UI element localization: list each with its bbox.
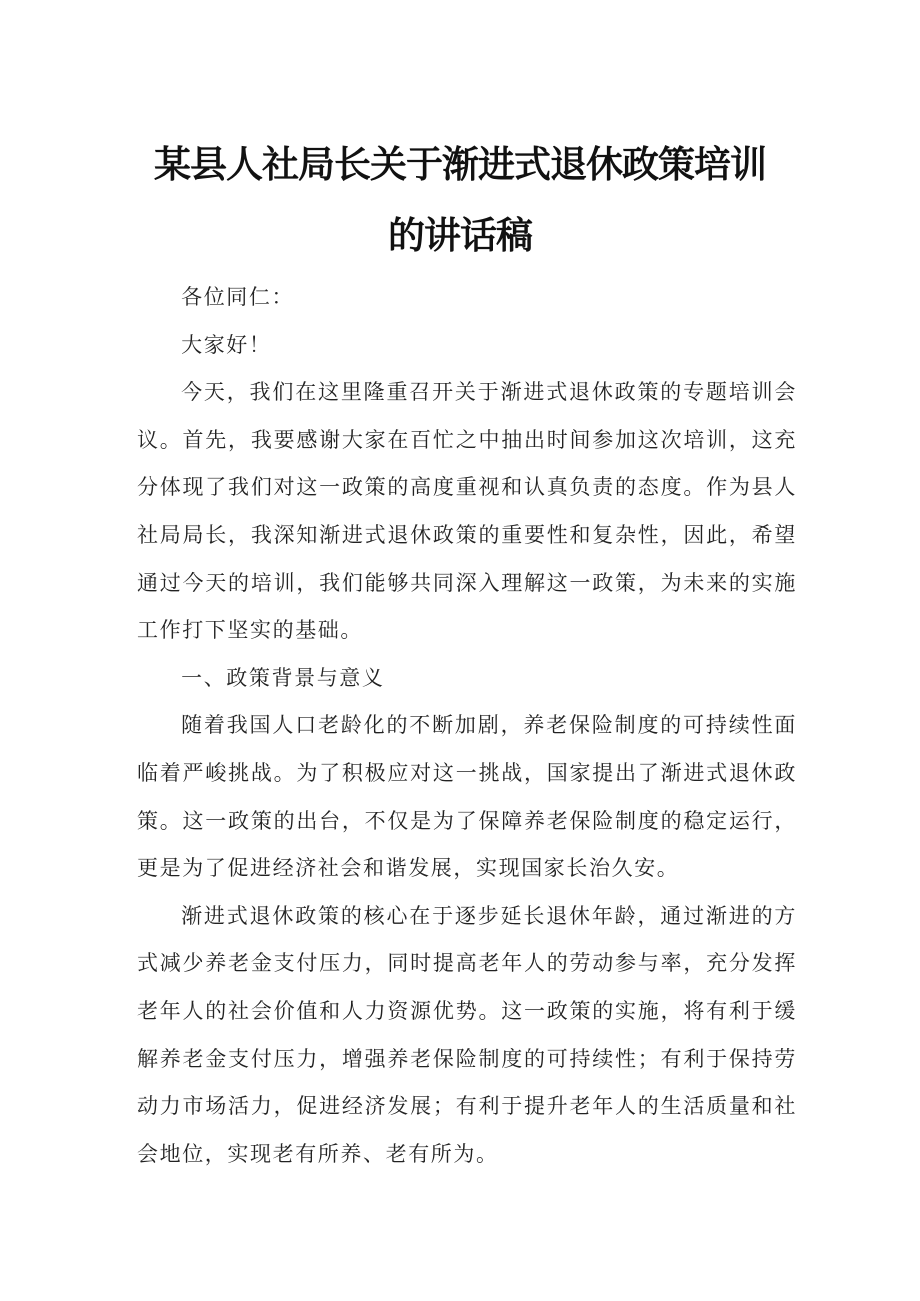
paragraph-intro: 今天，我们在这里隆重召开关于渐进式退休政策的专题培训会议。首先，我要感谢大家在百忙之中抽出时间参加这次培训，这充分体现了我们对这一政策的高度重视和认真负责的态度。作为县人社局局长，我深知渐进式退休政策的重要性和复杂性，因此，希望通过今天的培训，我们能够共同深入理解这一政策，为未来的实施工作打下坚实的基础。 bbox=[137, 380, 797, 643]
document-title-line-2: 的讲话稿 bbox=[388, 214, 532, 257]
document-title-line-1: 某县人社局长关于渐进式退休政策培训 bbox=[154, 143, 766, 186]
salutation: 各位同仁： bbox=[181, 285, 295, 309]
document-body bbox=[137, 274, 797, 1178]
paragraph-background: 随着我国人口老龄化的不断加剧，养老保险制度的可持续性面临着严峻挑战。为了积极应对这一挑战，国家提出了渐进式退休政策。这一政策的出台，不仅是为了保障养老保险制度的稳定运行，更是为了促进经济社会和谐发展，实现国家长治久安。 bbox=[137, 713, 797, 881]
paragraph-core-policy: 渐进式退休政策的核心在于逐步延长退休年龄，通过渐进的方式减少养老金支付压力，同时提高老年人的劳动参与率，充分发挥老年人的社会价值和人力资源优势。这一政策的实施，将有利于缓解养老金支付压力，增强养老保险制度的可持续性；有利于保持劳动力市场活力，促进经济发展；有利于提升老年人的生活质量和社会地位，实现老有所养、老有所为。 bbox=[137, 903, 797, 1166]
section-heading-background: 一、政策背景与意义 bbox=[181, 665, 385, 690]
greeting: 大家好！ bbox=[181, 332, 272, 357]
